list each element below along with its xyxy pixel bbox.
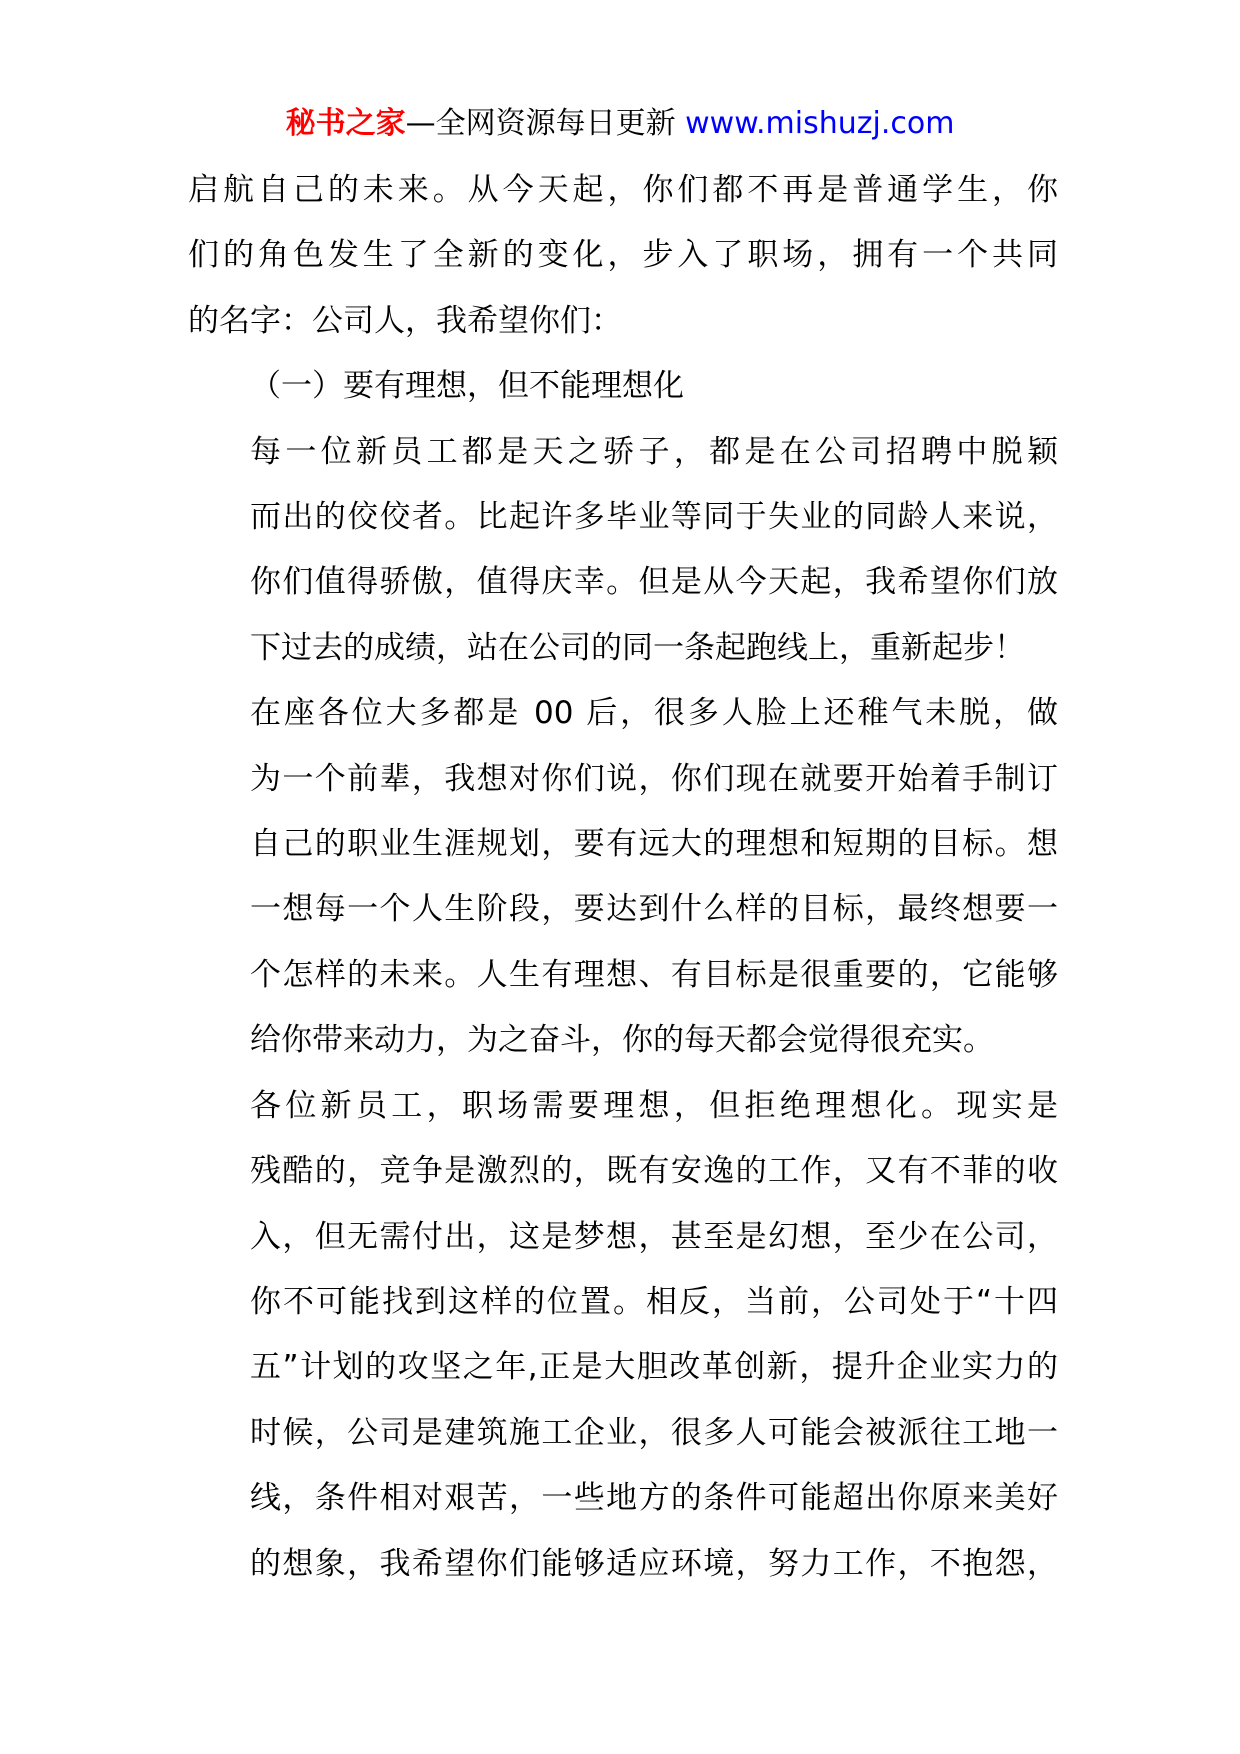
text-line: 你们值得骄傲，值得庆幸。但是从今天起，我希望你们放 xyxy=(250,564,1058,601)
text-line: 线，条件相对艰苦，一些地方的条件可能超出你原来美好 xyxy=(250,1480,1058,1517)
section-heading xyxy=(188,354,1058,419)
text-line: 在座各位大多都是 00 后，很多人脸上还稚气未脱，做 xyxy=(250,695,1058,732)
text-line: 而出的佼佼者。比起许多毕业等同于失业的同龄人来说， xyxy=(250,499,1058,536)
text-line: 个怎样的未来。人生有理想、有目标是很重要的，它能够 xyxy=(250,956,1058,993)
text-line: 启航自己的未来。从今天起，你们都不再是普通学生，你 xyxy=(188,172,1058,208)
text-line: 给你带来动力，为之奋斗，你的每天都会觉得很充实。 xyxy=(250,1022,994,1059)
text-line: 每一位新员工都是天之骄子，都是在公司招聘中脱颖 xyxy=(250,433,1058,470)
document-body xyxy=(188,158,1058,1597)
paragraph xyxy=(188,681,1058,1073)
text-line: 下过去的成绩，站在公司的同一条起跑线上，重新起步！ xyxy=(250,629,1025,666)
text-line: 入，但无需付出，这是梦想，甚至是幻想，至少在公司， xyxy=(250,1218,1058,1255)
paragraph xyxy=(188,158,1058,354)
brand-name: 秘书之家 xyxy=(285,106,406,141)
text-line: 各位新员工，职场需要理想，但拒绝理想化。现实是 xyxy=(250,1087,1058,1124)
text-line: 残酷的，竞争是激烈的，既有安逸的工作，又有不菲的收 xyxy=(250,1153,1058,1190)
site-url-link[interactable]: www.mishuzj.com xyxy=(685,106,955,141)
paragraph xyxy=(188,420,1058,682)
text-line: 的名字：公司人，我希望你们： xyxy=(188,302,622,339)
text-line: 们的角色发生了全新的变化，步入了职场，拥有一个共同 xyxy=(188,237,1058,274)
heading-text: （一）要有理想，但不能理想化 xyxy=(250,368,684,405)
text-line: 为一个前辈，我想对你们说，你们现在就要开始着手制订 xyxy=(250,760,1058,797)
text-line: 一想每一个人生阶段，要达到什么样的目标，最终想要一 xyxy=(250,891,1058,928)
text-line: 你不可能找到这样的位置。相反，当前，公司处于“十四 xyxy=(250,1283,1058,1320)
page-header xyxy=(0,102,1240,146)
text-line: 的想象，我希望你们能够适应环境，努力工作，不抱怨， xyxy=(250,1545,1058,1582)
paragraph xyxy=(188,1074,1058,1597)
text-line: 五”计划的攻坚之年,正是大胆改革创新，提升企业实力的 xyxy=(250,1349,1058,1386)
text-line: 时候，公司是建筑施工企业，很多人可能会被派往工地一 xyxy=(250,1414,1058,1451)
text-line: 自己的职业生涯规划，要有远大的理想和短期的目标。想 xyxy=(250,826,1058,863)
header-tagline: —全网资源每日更新 xyxy=(405,106,686,141)
